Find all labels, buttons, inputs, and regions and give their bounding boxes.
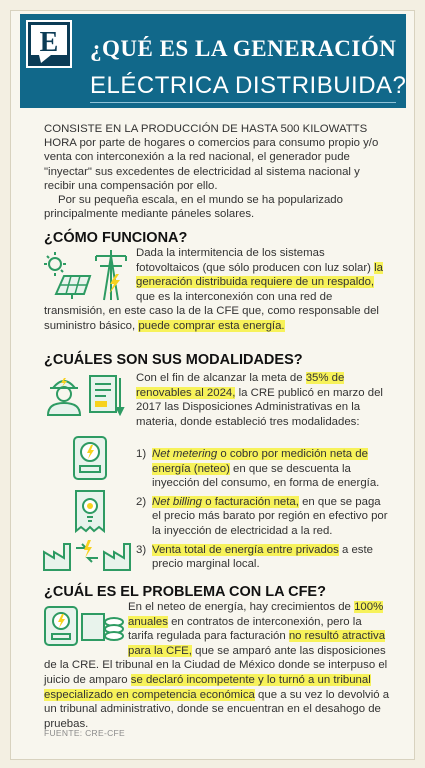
intro-p2: Por su pequeña escala, en el mundo se ha popularizado principalmente mediante páneles solares. bbox=[44, 194, 343, 221]
modes-intro: Con el fin de alcanzar la meta de 35% de renovables al 2024, la CRE publicó en marzo del 2017 las Disposiciones Administrativas en la materia, donde estableció tres modalidades: bbox=[44, 371, 390, 429]
svg-text:E: E bbox=[39, 27, 59, 58]
bill-icon bbox=[70, 488, 110, 534]
how-text-a: Dada la intermitencia de los sistemas fotovoltaicos (que sólo producen con luz solar) la generación distribuida requiere de un respaldo, que es la interconexión con una red de transmisión, en este caso la de la CFE que, como responsable del suministro básico, puede comprar esta energía. bbox=[44, 247, 383, 332]
logo-icon bbox=[26, 20, 72, 68]
modes-list bbox=[136, 447, 390, 576]
factory-icon bbox=[42, 534, 134, 572]
icon-spacer bbox=[44, 246, 136, 290]
section-heading-modes: ¿CUÁLES SON SUS MODALIDADES? bbox=[44, 352, 303, 368]
intro-rest: por parte de hogares o comercios para consumo propio y/o venta con interconexión a la red nacional, el generador pude "inyectar" sus excedentes de electricidad al sistema nacional y recibir una compensación por ello. bbox=[44, 137, 379, 192]
problem-text-a: En el neteo de energía, hay crecimientos de 100% anuales en contratos de interconexión, pero la tarifa regulada para facturación no resultó atractiva para la CFE, que se amparó ante las disposiciones de la CRE. El tribunal en la Ciudad de México donde se interpuso el juicio de amparo se declaró incompetente y lo turnó a un tribunal especializado en competencia económica que a su vez lo devolvió a un tribunal administrativo, donde se encuentran en el desahogo de pruebas. bbox=[44, 601, 390, 730]
list-item: 1) Net metering o cobro por medición neta de energía (neteo) en que se descuenta la inyección del consumo, en forma de energía. bbox=[136, 448, 380, 490]
icon-spacer bbox=[44, 371, 136, 415]
list-item: 3) Venta total de energía entre privados a este precio marginal local. bbox=[136, 543, 374, 571]
intro-lead: CONSISTE EN LA PRODUCCIÓN DE HASTA 500 KILOWATTS HORA bbox=[44, 123, 368, 150]
page-title-line1: ¿QUÉ ES LA GENERACIÓN bbox=[90, 36, 397, 61]
section-heading-problem: ¿CUÁL ES EL PROBLEMA CON LA CFE? bbox=[44, 584, 326, 600]
icon-spacer bbox=[44, 600, 128, 644]
page-title-line2: ELÉCTRICA DISTRIBUIDA? bbox=[90, 72, 407, 99]
title-divider bbox=[90, 102, 396, 103]
intro-paragraph bbox=[44, 122, 390, 221]
meter-icon bbox=[70, 434, 110, 482]
source-note: FUENTE: CRE-CFE bbox=[44, 728, 125, 738]
list-item: 2) Net billing o facturación neta, en que se paga el precio más barato por región en efectivo por la inyección de electricidad a la red. bbox=[136, 495, 388, 537]
header-banner bbox=[20, 14, 406, 108]
section-heading-how: ¿CÓMO FUNCIONA? bbox=[44, 230, 188, 246]
